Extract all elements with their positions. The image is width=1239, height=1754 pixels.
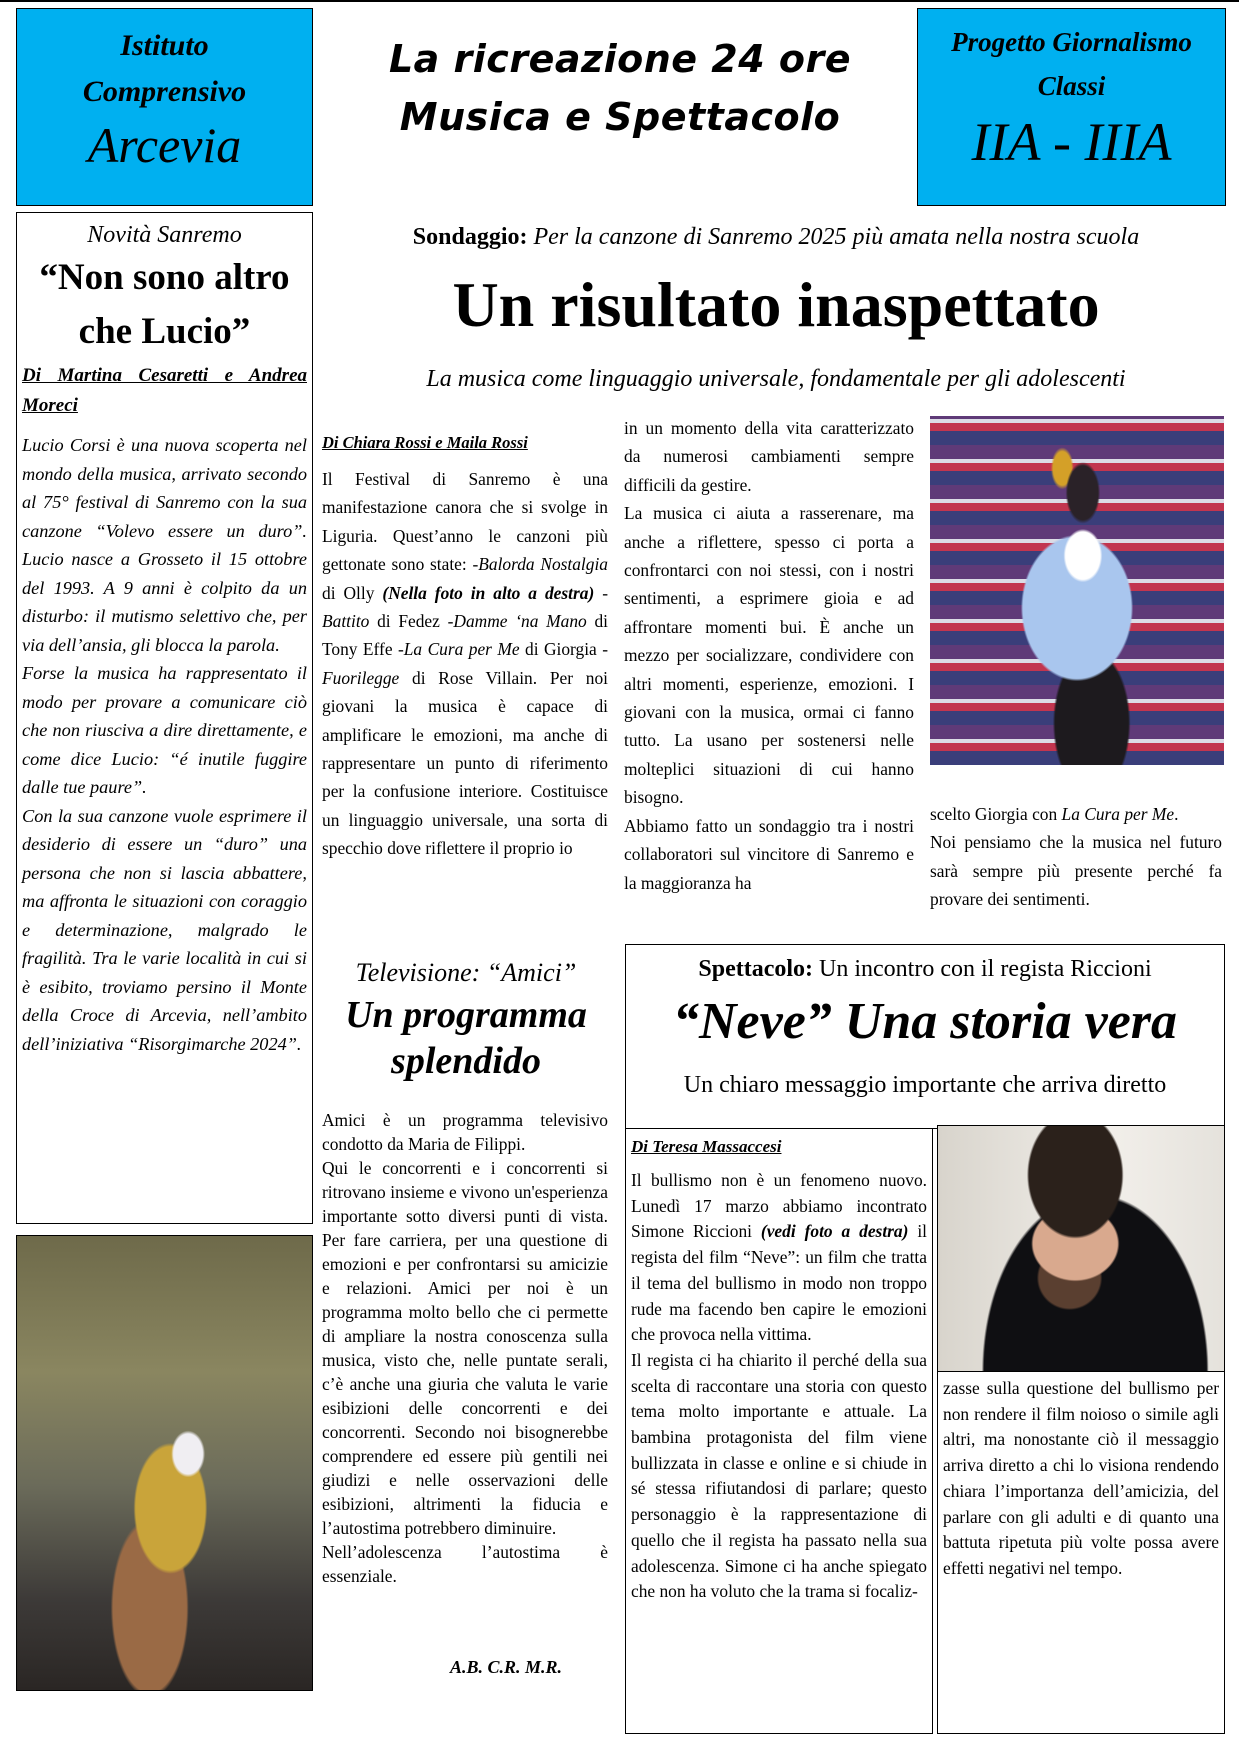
article-lucio bbox=[16, 212, 313, 1224]
text: di Fedez - bbox=[369, 611, 454, 632]
text: scelto Giorgia con bbox=[930, 804, 1062, 824]
masthead-line-2: Musica e Spettacolo bbox=[399, 95, 841, 139]
paragraph bbox=[930, 800, 1222, 828]
neve-headline: “Neve” Una storia vera bbox=[672, 993, 1178, 1050]
sondaggio-column-1 bbox=[322, 428, 608, 863]
school-line-3: Arcevia bbox=[87, 117, 242, 173]
text: di Giorgia - bbox=[519, 639, 608, 660]
song-title: Fuorilegge bbox=[322, 667, 400, 688]
text: Il bullismo non è un fenomeno nuovo. Lunedì 17 marzo abbiamo incontrato Simone Riccioni bbox=[631, 1170, 927, 1242]
paragraph: La musica ci aiuta a rasserenare, ma anche a riflettere, spesso ci porta a confrontarci con noi stessi, con i nostri sentimenti, a esprimere gioia e ad affrontare momenti bui. È anche un mezzo per socializzare, condividere con altri momenti, esperienze, emozioni. I giovani con la musica, ormai ci fanno tutto. La usano per sostenersi nelle molteplici situazioni di cui hanno bisogno. bbox=[624, 503, 914, 808]
neve-kicker bbox=[625, 954, 1225, 984]
song-title: Battito bbox=[322, 611, 370, 632]
neve-column-1 bbox=[631, 1132, 927, 1605]
masthead bbox=[330, 30, 910, 146]
photo-note: (vedi foto a destra) bbox=[760, 1221, 909, 1242]
article-byline: Di Teresa Massaccesi bbox=[631, 1137, 782, 1156]
paragraph: Il regista ci ha chiarito il perché della sua scelta di raccontare una storia con questo tema molto importante e attuale. La bambina protagonista del film viene bullizzata in classe e online e si chiude in sé stessa rifiutandosi di parlare; questo personaggio è la rappresentazione di quello che il regista ha passato nella sua adolescenza. Simone ci ha anche spiegato che non ha voluto che la trama si focaliz- bbox=[631, 1349, 927, 1602]
text: Il Festival di Sanremo è una manifestazione canora che si svolge in Liguria. Quest’anno le canzoni più gettonate sono state: - bbox=[322, 469, 608, 575]
kicker-label: Spettacolo: bbox=[698, 956, 814, 982]
sondaggio-kicker bbox=[316, 222, 1236, 252]
project-line-2: Classi bbox=[1037, 71, 1106, 101]
top-rule bbox=[0, 0, 1239, 2]
school-line-2: Comprensivo bbox=[82, 75, 247, 108]
text: - bbox=[594, 582, 609, 603]
school-box bbox=[16, 8, 313, 206]
text: di Rose Villain. Per noi giovani la musica è capace di amplificare le emozioni, ma anche di rappresentare un punto di riferimento per la confusione interiore. Costituisce un linguaggio universale, una sorta di specchio dove riflettere il proprio io bbox=[322, 667, 608, 859]
sondaggio-subhead: La musica come linguaggio universale, fondamentale per gli adolescenti bbox=[426, 366, 1126, 392]
paragraph: Qui le concorrenti e i concorrenti si ritrovano insieme e vivono un'esperienza importante sotto diversi punti di vista. Per fare carriera, per una questione di emozioni e per confrontarsi su amicizie e relazioni. Amici per noi è un programma molto bello che ci permette di ampliare la nostra conoscenza sulla musica, visto che, nelle puntate serali, c’è anche una giuria che valuta le varie esibizioni delle concorrenti e dei concorrenti. Secondo noi bisognerebbe comprendere ed essere più gentili nei giudizi e nelle osservazioni delle esibizioni, altrimenti la fiducia e l’autostima potrebbero diminuire. bbox=[322, 1158, 608, 1538]
photo-note: (Nella foto in alto a destra) bbox=[382, 582, 595, 603]
masthead-line-1: La ricreazione 24 ore bbox=[388, 37, 852, 81]
paragraph bbox=[322, 465, 608, 863]
text: il regista del film “Neve”: un film che tratta il tema del bullismo in modo non troppo rude ma facendo ben capire le emozioni che provoca nella vittima. bbox=[631, 1221, 927, 1345]
amici-headline: Un programma splendido bbox=[345, 994, 587, 1082]
project-line-1: Progetto Giornalismo bbox=[951, 27, 1192, 57]
song-title: La Cura per Me bbox=[1061, 804, 1175, 824]
article-body bbox=[22, 431, 307, 1058]
neve-subhead: Un chiaro messaggio importante che arriva diretto bbox=[683, 1072, 1167, 1098]
text: di Tony Effe - bbox=[322, 611, 608, 660]
kicker-text: Un incontro con il regista Riccioni bbox=[819, 956, 1152, 982]
paragraph: Noi pensiamo che la musica nel futuro sarà sempre più presente perché fa provare dei sentimenti. bbox=[930, 832, 1222, 910]
article-headline: “Non sono altro che Lucio” bbox=[39, 257, 290, 352]
neve-column-2 bbox=[943, 1376, 1219, 1582]
paragraph: Forse la musica ha rappresentato il modo per provare a comunicare ciò che non riusciva a dire direttamente, e come dice Lucio: “é inutile fuggire dalle tue paure”. bbox=[22, 663, 307, 797]
paragraph: Amici è un programma televisivo condotto da Maria de Filippi. bbox=[322, 1110, 608, 1154]
kicker-label: Sondaggio: bbox=[412, 224, 528, 250]
paragraph: Con la sua canzone vuole esprimere il desiderio di essere un “duro” una persona che non si lascia abbattere, ma affronta le situazioni con coraggio e determinazione, malgrado le fragilità. Tra le varie località in cui si è esibito, troviamo persino il Monte della Croce di Arcevia, nell’ambito dell’iniziativa “Risorgimarche 2024”. bbox=[22, 805, 307, 1054]
kicker-text: Per la canzone di Sanremo 2025 più amata nella nostra scuola bbox=[533, 224, 1140, 250]
paragraph: Abbiamo fatto un sondaggio tra i nostri collaboratori sul vincitore di Sanremo e la maggioranza ha bbox=[624, 815, 914, 893]
text: . bbox=[1174, 804, 1179, 824]
article-byline: Di Chiara Rossi e Maila Rossi bbox=[322, 433, 528, 452]
school-line-1: Istituto bbox=[120, 29, 209, 62]
amici-signature: A.B. C.R. M.R. bbox=[450, 1657, 563, 1677]
article-byline: Di Martina Cesaretti e Andrea Moreci bbox=[22, 365, 307, 416]
sondaggio-column-2 bbox=[624, 414, 914, 897]
simone-riccioni-photo bbox=[938, 1126, 1224, 1371]
lucio-corsi-photo bbox=[16, 1235, 313, 1691]
amici-body bbox=[322, 1108, 608, 1588]
project-box bbox=[917, 8, 1226, 206]
sondaggio-column-3 bbox=[930, 800, 1222, 914]
song-title: Damme ‘na Mano bbox=[453, 611, 587, 632]
project-line-3: IIA - IIIA bbox=[971, 112, 1172, 172]
song-title: Balorda Nostalgia bbox=[478, 554, 608, 575]
article-kicker: Novità Sanremo bbox=[87, 222, 242, 248]
paragraph: in un momento della vita caratterizzato da numerosi cambiamenti sempre difficili da gestire. bbox=[624, 418, 914, 495]
paragraph: Lucio Corsi è una nuova scoperta nel mondo della musica, arrivato secondo al 75° festival di Sanremo con la sua canzone “Volevo essere un duro”. Lucio nasce a Grosseto il 15 ottobre del 1993. A 9 anni è colpito da un disturbo: il mutismo selettivo che, per via dell’ansia, gli blocca la parola. bbox=[22, 435, 307, 655]
amici-kicker: Televisione: “Amici” bbox=[355, 958, 577, 987]
olly-trophy-photo bbox=[930, 416, 1224, 765]
paragraph: Nell’adolescenza l’autostima è essenziale. bbox=[322, 1542, 608, 1586]
song-title: La Cura per Me bbox=[403, 639, 520, 660]
paragraph: zasse sulla questione del bullismo per non rendere il film noioso o simile agli altri, ma nonostante ciò il messaggio arriva diretto a chi lo visiona rendendo chiara l’importanza dell’amicizia, del parlare con gli adulti e di quanto una battuta ripetuta più volte possa avere effetti negativi nel tempo. bbox=[943, 1378, 1219, 1578]
photo-divider bbox=[938, 1371, 1224, 1372]
paragraph bbox=[631, 1168, 927, 1348]
sondaggio-headline: Un risultato inaspettato bbox=[452, 269, 1100, 340]
text: di Olly bbox=[322, 582, 383, 603]
